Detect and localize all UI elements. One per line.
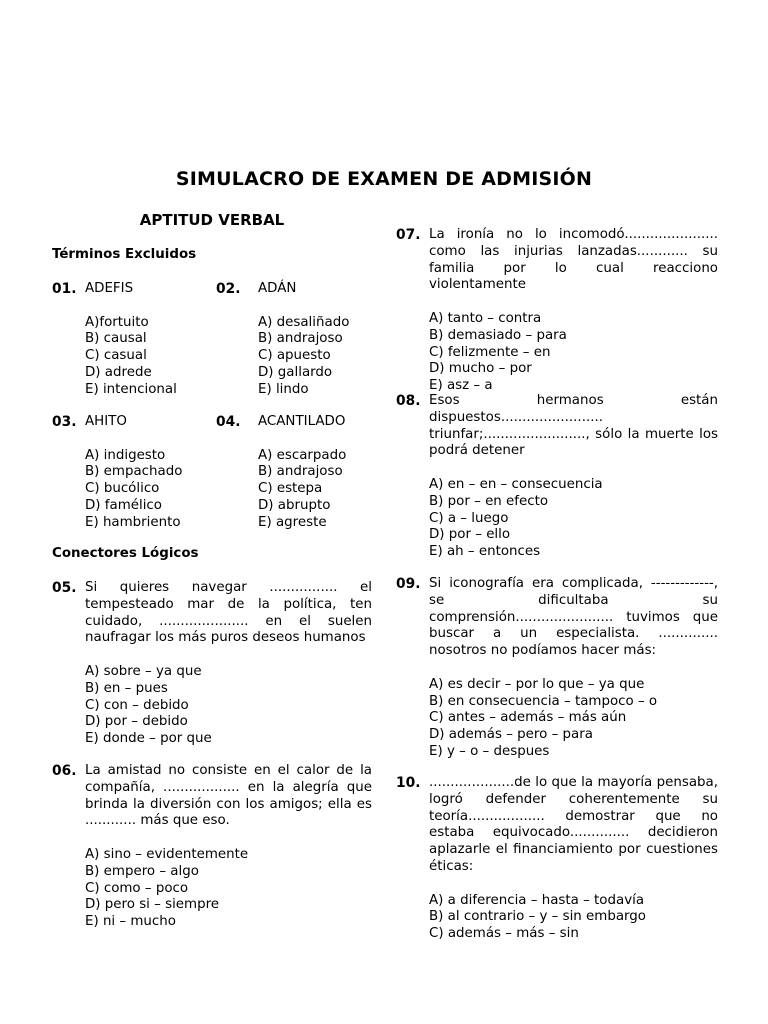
question-body <box>429 576 718 761</box>
option: D) además – pero – para <box>429 727 593 743</box>
question-number: 05. <box>52 580 77 596</box>
option: D) pero si – siempre <box>85 897 220 913</box>
option-list <box>85 448 213 532</box>
question-09 <box>396 576 718 761</box>
option: C) a – luego <box>429 510 509 526</box>
question-10 <box>396 775 718 942</box>
option: B) causal <box>85 331 147 347</box>
option: E) intencional <box>85 381 177 397</box>
option-list <box>258 315 376 399</box>
option: B) demasiado – para <box>429 327 567 343</box>
section-heading-excluded-terms: Términos Excluidos <box>52 247 197 262</box>
question-number: 10. <box>396 775 421 791</box>
question-number: 04. <box>216 414 241 430</box>
option: E) hambriento <box>85 514 181 530</box>
question-body <box>429 393 718 561</box>
question-06 <box>52 763 372 933</box>
question-03 <box>52 414 212 534</box>
option-list <box>429 677 718 761</box>
question-number: 03. <box>52 414 77 430</box>
option: B) al contrario – y – sin embargo <box>429 909 647 925</box>
option: B) por – en efecto <box>429 493 549 509</box>
option: A) escarpado <box>258 447 347 463</box>
question-body <box>85 763 372 931</box>
option: D) gallardo <box>258 364 333 380</box>
option: A)fortuito <box>85 314 149 330</box>
question-body <box>258 414 376 532</box>
option-list <box>429 893 718 943</box>
option: E) agreste <box>258 514 327 530</box>
question-05 <box>52 580 372 750</box>
option: E) asz – a <box>429 378 493 394</box>
option-list <box>85 847 372 931</box>
option: E) donde – por que <box>85 731 212 747</box>
question-number: 07. <box>396 227 421 243</box>
question-text: ....................de lo que la mayoría pensaba, logró defender coherentemente su teoría.................. demostrar que no estaba equivocado.............. decidieron aplazarle el financiamiento por cuestiones éticas: <box>429 775 718 874</box>
option: D) famélico <box>85 497 162 513</box>
question-word: ADEFIS <box>85 281 134 296</box>
option: D) adrede <box>85 364 152 380</box>
option: B) empachado <box>85 464 183 480</box>
question-word: ADÁN <box>258 281 297 296</box>
option: A) sino – evidentemente <box>85 846 249 862</box>
option: C) además – más – sin <box>429 926 579 942</box>
question-number: 06. <box>52 763 77 779</box>
question-body <box>85 580 372 748</box>
option: C) como – poco <box>85 880 189 896</box>
option: E) ni – mucho <box>85 914 176 930</box>
option-list <box>85 664 372 748</box>
option: A) en – en – consecuencia <box>429 476 603 492</box>
option: D) por – debido <box>85 714 188 730</box>
option: E) ah – entonces <box>429 544 541 560</box>
option: C) con – debido <box>85 697 189 713</box>
page-title: SIMULACRO DE EXAMEN DE ADMISIÓN <box>175 168 593 190</box>
question-text: La amistad no consiste en el calor de la compañía, .................. en la alegría que brinda la diversión con los amigos; ella es ............ más que eso. <box>85 763 372 829</box>
option-list <box>85 315 213 399</box>
question-number: 02. <box>216 281 241 297</box>
question-07 <box>396 227 718 394</box>
option: A) a diferencia – hasta – todavía <box>429 892 645 908</box>
question-body <box>258 281 376 399</box>
question-text: La ironía no lo incomodó...................... como las injurias lanzadas............ su familia por lo cual reacciono violentamente <box>429 227 718 293</box>
option: A) desaliñado <box>258 314 350 330</box>
option: D) abrupto <box>258 497 331 513</box>
option-list <box>429 477 718 561</box>
question-text: Esos hermanos están dispuestos........................ triunfar;........................, sólo la muerte los podrá detener <box>429 393 718 459</box>
question-word: ACANTILADO <box>258 414 346 429</box>
option: C) antes – además – más aún <box>429 710 627 726</box>
question-01 <box>52 281 212 401</box>
section-heading-logical-connectors: Conectores Lógicos <box>52 546 199 561</box>
option: C) apuesto <box>258 348 331 364</box>
section-subtitle: APTITUD VERBAL <box>139 211 285 229</box>
option: A) es decir – por lo que – ya que <box>429 676 645 692</box>
question-04 <box>216 414 376 534</box>
option: A) tanto – contra <box>429 310 542 326</box>
option: B) en consecuencia – tampoco – o <box>429 693 658 709</box>
option: D) por – ello <box>429 527 511 543</box>
question-02 <box>216 281 376 401</box>
option: A) indigesto <box>85 447 166 463</box>
option: C) bucólico <box>85 481 160 497</box>
option: B) andrajoso <box>258 331 343 347</box>
option: B) andrajoso <box>258 464 343 480</box>
question-08 <box>396 393 718 568</box>
question-text: Si quieres navegar ................ el tempesteado mar de la política, ten cuidado, ..................... en el suelen naufragar los más puros deseos humanos <box>85 580 372 646</box>
option-list <box>258 448 376 532</box>
question-body <box>429 775 718 943</box>
question-number: 08. <box>396 393 421 409</box>
option: B) empero – algo <box>85 863 199 879</box>
option-list <box>429 311 718 395</box>
option: E) lindo <box>258 381 309 397</box>
option: C) felizmente – en <box>429 344 551 360</box>
option: B) en – pues <box>85 680 168 696</box>
option: E) y – o – despues <box>429 743 550 759</box>
option: C) casual <box>85 348 147 364</box>
option: D) mucho – por <box>429 361 532 377</box>
question-number: 01. <box>52 281 77 297</box>
option: A) sobre – ya que <box>85 663 202 679</box>
option: C) estepa <box>258 481 323 497</box>
question-body <box>429 227 718 395</box>
question-word: AHITO <box>85 414 127 429</box>
question-body <box>85 281 213 399</box>
question-body <box>85 414 213 532</box>
question-text: Si iconografía era complicada, -------------, se dificultaba su comprensión....................... tuvimos que buscar a un especialista. .............. nosotros no podíamos hacer más: <box>429 576 718 659</box>
question-number: 09. <box>396 576 421 592</box>
